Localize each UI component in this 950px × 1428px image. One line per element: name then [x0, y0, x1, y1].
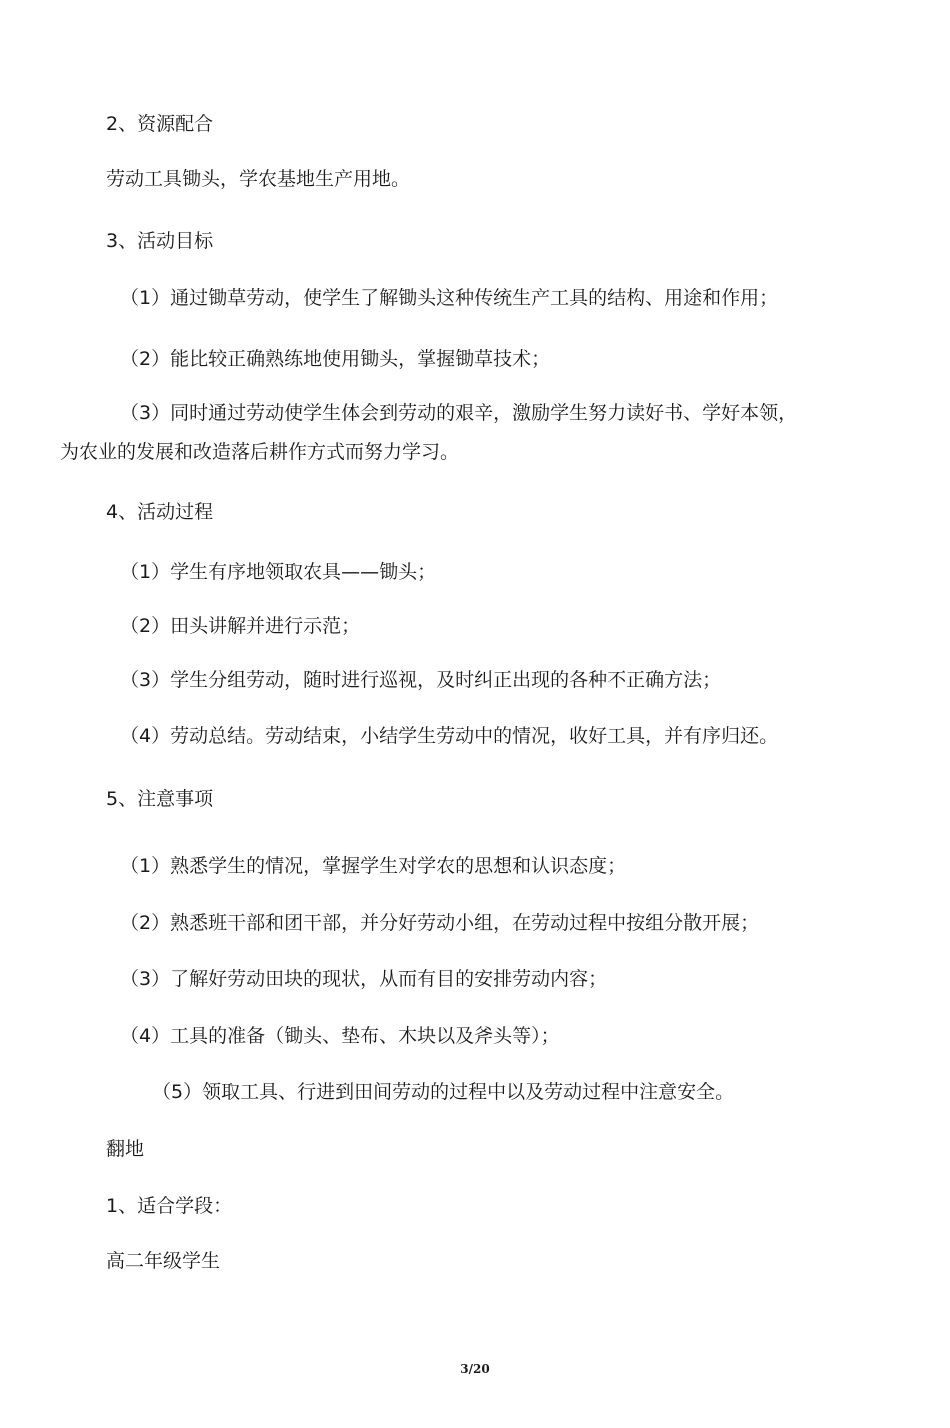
list-item: （3）学生分组劳动，随时进行巡视，及时纠正出现的各种不正确方法； [120, 669, 722, 691]
list-item: （2）田头讲解并进行示范； [120, 615, 361, 637]
list-item: （1）熟悉学生的情况，掌握学生对学农的思想和认识态度； [120, 855, 627, 877]
list-item: （1）通过锄草劳动，使学生了解锄头这种传统生产工具的结构、用途和作用； [120, 287, 779, 309]
section-heading-notes: 5、注意事项 [106, 788, 214, 810]
section-heading-goals: 3、活动目标 [106, 230, 214, 252]
paragraph: 劳动工具锄头，学农基地生产用地。 [106, 168, 411, 190]
list-item: （5）领取工具、行进到田间劳动的过程中以及劳动过程中注意安全。 [152, 1081, 735, 1103]
paragraph: 高二年级学生 [106, 1250, 221, 1272]
list-item-continuation: 为农业的发展和改造落后耕作方式而努力学习。 [60, 441, 460, 463]
list-item: （4）劳动总结。劳动结束，小结学生劳动中的情况，收好工具，并有序归还。 [120, 725, 779, 747]
page-number: 3/20 [460, 1362, 490, 1376]
list-item: （3）了解好劳动田块的现状，从而有目的安排劳动内容； [120, 968, 608, 990]
section-heading-grade: 1、适合学段： [106, 1195, 233, 1217]
section-heading-process: 4、活动过程 [106, 501, 214, 523]
list-item: （2）能比较正确熟练地使用锄头，掌握锄草技术； [120, 348, 551, 370]
list-item: （3）同时通过劳动使学生体会到劳动的艰辛，激励学生努力读好书、学好本领， [120, 402, 798, 424]
list-item: （4）工具的准备（锄头、垫布、木块以及斧头等）； [120, 1025, 560, 1047]
section-heading-resources: 2、资源配合 [106, 113, 214, 135]
list-item: （1）学生有序地领取农具——锄头； [120, 561, 437, 583]
list-item: （2）熟悉班干部和团干部，并分好劳动小组，在劳动过程中按组分散开展； [120, 912, 760, 934]
section-title-tilling: 翻地 [106, 1138, 145, 1160]
